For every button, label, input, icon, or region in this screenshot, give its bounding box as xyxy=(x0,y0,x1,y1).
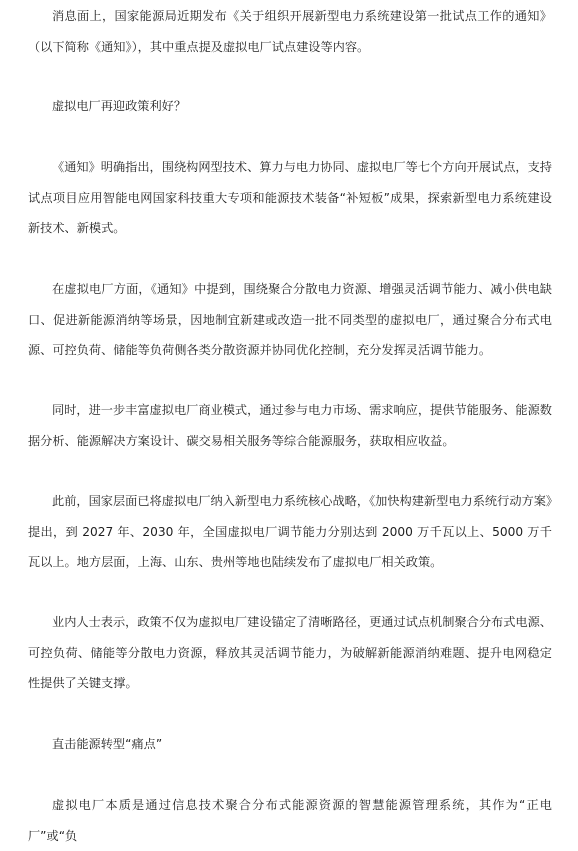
paragraph-vpp-scenarios: 在虚拟电厂方面，《通知》中提到，围绕聚合分散电力资源、增强灵活调节能力、减小供电缺口、促进新能源消纳等场景，因地制宜新建或改造一批不同类型的虚拟电厂，通过聚合分布式电源、可控负荷、储能等负荷侧各类分散资源并协同优化控制，充分发挥灵活调节能力。 xyxy=(28,282,552,357)
paragraph-industry-view: 业内人士表示，政策不仅为虚拟电厂建设锚定了清晰路径，更通过试点机制聚合分布式电源、可控负荷、储能等分散电力资源，释放其灵活调节能力，为破解新能源消纳难题、提升电网稳定性提供了关键支撑。 xyxy=(28,615,552,690)
paragraph-news-intro: 消息面上，国家能源局近期发布《关于组织开展新型电力系统建设第一批试点工作的通知》（以下简称《通知》），其中重点提及虚拟电厂试点建设等内容。 xyxy=(28,9,552,54)
paragraph-business-model: 同时，进一步丰富虚拟电厂商业模式，通过参与电力市场、需求响应，提供节能服务、能源数据分析、能源解决方案设计、碳交易相关服务等综合能源服务，获取相应收益。 xyxy=(28,403,552,448)
subheading-pain-points: 直击能源转型“痛点” xyxy=(52,737,163,751)
paragraph-vpp-essence: 虚拟电厂本质是通过信息技术聚合分布式能源资源的智慧能源管理系统，其作为“正电厂”或“负 xyxy=(28,798,552,843)
paragraph-notice-directions: 《通知》明确指出，围绕构网型技术、算力与电力协同、虚拟电厂等七个方向开展试点，支持试点项目应用智能电网国家科技重大专项和能源技术装备“补短板”成果，探索新型电力系统建设新技术、新模式。 xyxy=(28,160,552,235)
paragraph-national-strategy: 此前，国家层面已将虚拟电厂纳入新型电力系统核心战略，《加快构建新型电力系统行动方案》提出，到 2027 年、2030 年，全国虚拟电厂调节能力分别达到 2000 万千瓦以上、5000 万千瓦以上。地方层面，上海、山东、贵州等地也陆续发布了虚拟电厂相关政策。 xyxy=(28,494,552,569)
subheading-policy: 虚拟电厂再迎政策利好？ xyxy=(52,99,187,113)
